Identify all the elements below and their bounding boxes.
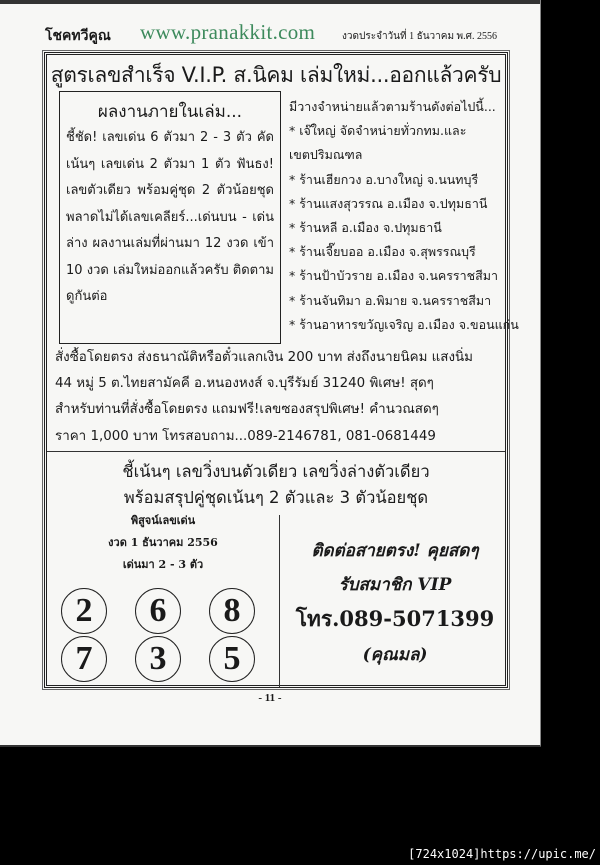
dealer-item: * ร้านจันทิมา อ.พิมาย จ.นครราชสีมา [289,292,492,308]
number-circle: 8 [209,588,255,634]
advert-title: สูตรเลขสำเร็จ V.I.P. ส.นิคม เล่มใหม่...ออกแล้วครับ [50,63,502,87]
top-edge [0,0,540,4]
page-number: - 11 - [258,692,282,704]
order-line: สำหรับท่านที่สั่งซื้อโดยตรง แถมฟรี!เลขซองสรุปพิเศษ! คำนวณสดๆ [55,402,439,418]
dealer-intro: มีวางจำหน่ายแล้วตามร้านดังต่อไปนี้... [289,99,496,114]
dealer-item: * ร้านเฮียกวง อ.บางใหญ่ จ.นนทบุรี [289,171,479,187]
contact-line: ติดต่อสายตรง! คุยสดๆ [311,541,479,561]
dealer-item: * ร้านหลี อ.เมือง จ.ปทุมธานี [289,220,442,236]
dealer-item: * ร้านอาหารขวัญเจริญ อ.เมือง จ.ขอนแก่น [289,316,519,332]
dealer-item: * ร้านแสงสุวรรณ อ.เมือง จ.ปทุมธานี [289,195,488,211]
page-header [45,22,515,46]
order-line: 44 หมู่ 5 ต.ไทยสามัคคี อ.หนองหงส์ จ.บุรีรัมย์ 31240 พิเศษ! สุดๆ [55,376,434,392]
contact-name: (คุณมล) [362,645,428,665]
membership-line: รับสมาชิก VIP [338,575,452,595]
number-circle: 2 [61,588,107,634]
brand-name: โชคทวีคูณ [45,28,111,44]
promo-line: ชี้เน้นๆ เลขวิ่งบนตัวเดียว เลขวิ่งล่างตัวเดียว [122,462,430,481]
dealer-item: เขตปริมณฑล [289,147,363,163]
image-watermark: [724x1024]https://upic.me/ [408,847,596,861]
number-circle: 6 [135,588,181,634]
order-line: ราคา 1,000 บาท โทรสอบถาม...089-2146781, 081-0681449 [55,428,436,444]
contact-section [287,533,503,673]
promo-banner [47,453,505,511]
order-info [47,345,505,452]
advert-frame [44,52,519,688]
column-divider [279,515,280,687]
number-circles [61,588,271,682]
proof-title: พิสูจน์เลขเด่น [130,514,196,527]
dealer-item: * เจ๊ใหญ่ จัดจำหน่ายทั่วกทม.และ [289,123,467,139]
number-circle: 5 [209,636,255,682]
results-text: ชี้ชัด! เลขเด่น 6 ตัวมา 2 - 3 ตัว คัดเน้นๆ เลขเด่น 2 ตัวมา 1 ตัว ฟันธง! เลขตัวเดียว พร้อมคู่ชุด 2 ตัวน้อยชุด พลาดไม่ได้เลขเคลียร์...เด่นบน - เด่นล่าง ผลงานเล่มที่ผ่านมา 12 งวด เข้า 10 งวด เล่มใหม่ออกแล้วครับ ติดตามดูกันต่อ [66,130,274,304]
dealer-item: * ร้านเจี๊ยบออ อ.เมือง จ.สุพรรณบุรี [289,244,476,260]
results-heading: ผลงานภายในเล่ม... [97,102,243,122]
order-line: สั่งซื้อโดยตรง ส่งธนาณัติหรือตั๋วแลกเงิน 200 บาท ส่งถึงนายนิคม แสงนิ่ม [55,350,473,365]
number-circle: 7 [61,636,107,682]
issue-date: งวดประจำวันที่ 1 ธันวาคม พ.ศ. 2556 [342,31,497,42]
dealer-list [289,95,519,337]
website-url: www.pranakkit.com [140,20,316,44]
number-circle: 3 [135,636,181,682]
contact-phone: โทร.089-5071399 [295,606,495,631]
proof-hit: เด่นมา 2 - 3 ตัว [122,558,204,571]
dealer-item: * ร้านป้าบัวราย อ.เมือง จ.นครราชสีมา [289,268,499,284]
proof-draw: งวด 1 ธันวาคม 2556 [108,536,218,549]
promo-line: พร้อมสรุปคู่ชุดเน้นๆ 2 ตัวและ 3 ตัวน้อยชุด [123,488,429,507]
proof-section [47,510,279,576]
results-box [59,91,281,344]
